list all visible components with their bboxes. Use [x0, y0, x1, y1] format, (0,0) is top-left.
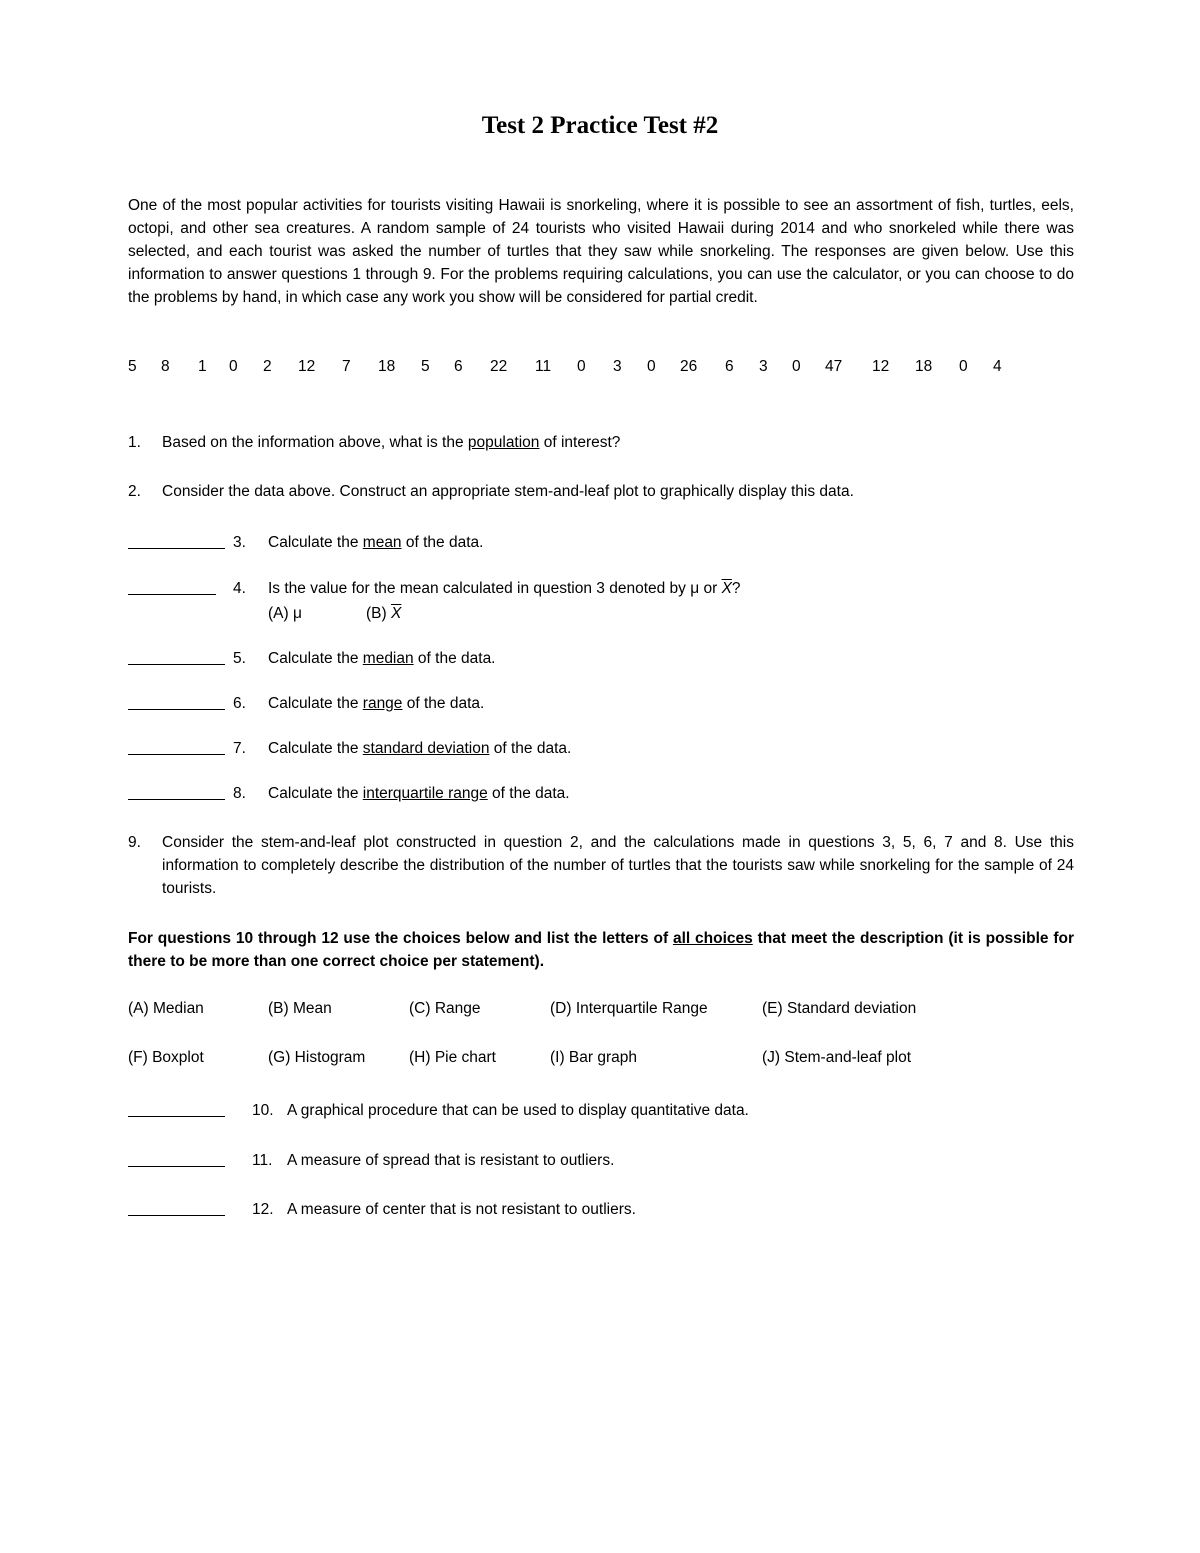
question-number: 8. — [233, 785, 246, 802]
choice-boxplot: (F) Boxplot — [128, 1049, 204, 1066]
answer-blank[interactable] — [128, 799, 225, 800]
option-a: (A) μ — [268, 605, 302, 622]
underlined-term: interquartile range — [362, 785, 488, 802]
x-bar-symbol: $\overline{X}$ — [390, 605, 402, 622]
question-text — [162, 431, 620, 454]
choice-stem-and-leaf-plot: (J) Stem-and-leaf plot — [762, 1049, 912, 1066]
question-text-part: Is the value for the mean calculated in question 3 denoted by μ or — [268, 580, 722, 597]
answer-blank[interactable] — [128, 548, 225, 549]
question-number: 1. — [128, 434, 141, 451]
data-value: 0 — [959, 358, 968, 375]
underlined-term: all choices — [672, 930, 753, 947]
intro-paragraph: One of the most popular activities for tourists visiting Hawaii is snorkeling, where it is possible to see an assortment of fish, turtles, eels, octopi, and other sea creatures. A random sample of 24 tourists who visited Hawaii during 2014 and who snorkeled while there was selected, and each tourist was asked the number of turtles that they saw while snorkeling. The responses are given below. Use this information to answer questions 1 through 9. For the problems requiring calculations, you can use the calculator, or you can choose to do the problems by hand, in which case any work you show will be considered for partial credit. — [128, 197, 1074, 306]
answer-blank[interactable] — [128, 1166, 225, 1167]
option-b-label: (B) — [366, 605, 391, 622]
data-value: 4 — [993, 358, 1002, 375]
question-text-part: of the data. — [413, 650, 496, 667]
data-value: 2 — [263, 358, 272, 375]
answer-blank[interactable] — [128, 709, 225, 710]
question-text-part: Calculate the — [268, 534, 363, 551]
data-value: 5 — [421, 358, 430, 375]
underlined-term: median — [362, 650, 414, 667]
underlined-term: mean — [362, 534, 402, 551]
underlined-term: range — [362, 695, 403, 712]
question-11 — [128, 1149, 1078, 1172]
data-value: 18 — [915, 358, 933, 375]
choices-row-2 — [128, 1049, 1078, 1072]
question-text — [268, 531, 483, 554]
underlined-term: population — [467, 434, 540, 451]
question-text: A graphical procedure that can be used to display quantitative data. — [287, 1102, 749, 1119]
question-text-part: of interest? — [539, 434, 621, 451]
question-1 — [128, 431, 1074, 454]
choice-pie-chart: (H) Pie chart — [409, 1049, 496, 1066]
question-number: 7. — [233, 740, 246, 757]
question-text: Consider the stem-and-leaf plot constructed in question 2, and the calculations made in questions 3, 5, 6, 7 and 8. Use this information to completely describe the distribution of the number of turtles that the tourists saw while snorkeling for the sample of 24 tourists. — [162, 834, 1074, 897]
option-b — [366, 602, 401, 625]
choice-histogram: (G) Histogram — [268, 1049, 366, 1066]
question-text-part: Based on the information above, what is the — [162, 434, 468, 451]
data-value: 1 — [198, 358, 207, 375]
data-value: 12 — [298, 358, 316, 375]
data-value: 3 — [759, 358, 768, 375]
question-text: Consider the data above. Construct an appropriate stem-and-leaf plot to graphically display this data. — [162, 483, 854, 500]
question-text-part: ? — [731, 580, 741, 597]
choice-bar-graph: (I) Bar graph — [550, 1049, 638, 1066]
answer-blank[interactable] — [128, 664, 225, 665]
data-value: 26 — [680, 358, 698, 375]
question-text — [268, 577, 741, 600]
data-value: 0 — [577, 358, 586, 375]
data-value: 22 — [490, 358, 508, 375]
question-2 — [128, 480, 1074, 503]
choice-range: (C) Range — [409, 1000, 481, 1017]
page-title: Test 2 Practice Test #2 — [481, 112, 719, 139]
data-value: 6 — [454, 358, 463, 375]
choice-interquartile-range: (D) Interquartile Range — [550, 1000, 708, 1017]
answer-blank[interactable] — [128, 1215, 225, 1216]
data-value: 0 — [229, 358, 238, 375]
question-text-part: of the data. — [489, 740, 572, 757]
question-12 — [128, 1198, 1078, 1221]
instruction-text-part: that meet the description (it is possible for there to be more than one correct choice per statement). — [128, 930, 1074, 970]
question-number: 10. — [252, 1102, 274, 1119]
question-8 — [128, 782, 1078, 805]
data-value: 0 — [647, 358, 656, 375]
question-text — [268, 647, 496, 670]
question-number: 9. — [128, 834, 141, 851]
question-9 — [128, 831, 1074, 900]
question-number: 2. — [128, 483, 141, 500]
question-number: 11. — [252, 1152, 273, 1169]
question-6 — [128, 692, 1078, 715]
choice-standard-deviation: (E) Standard deviation — [762, 1000, 917, 1017]
underlined-term: standard deviation — [362, 740, 490, 757]
choice-median: (A) Median — [128, 1000, 204, 1017]
instructions-paragraph — [128, 927, 1074, 973]
data-value: 11 — [535, 358, 552, 375]
question-text-part: Calculate the — [268, 785, 363, 802]
question-3 — [128, 531, 1078, 554]
choices-row-1 — [128, 1000, 1078, 1023]
question-text — [268, 737, 571, 760]
answer-blank[interactable] — [128, 1116, 225, 1117]
data-value: 12 — [872, 358, 890, 375]
data-value: 0 — [792, 358, 801, 375]
data-value: 18 — [378, 358, 396, 375]
question-number: 5. — [233, 650, 246, 667]
question-text: A measure of center that is not resistant to outliers. — [287, 1201, 636, 1218]
instruction-text-part: For questions 10 through 12 use the choices below and list the letters of — [128, 930, 673, 947]
question-number: 4. — [233, 580, 246, 597]
data-value: 8 — [161, 358, 170, 375]
data-value: 5 — [128, 358, 137, 375]
question-number: 3. — [233, 534, 246, 551]
data-value: 7 — [342, 358, 351, 375]
data-value: 47 — [825, 358, 843, 375]
question-text-part: Calculate the — [268, 650, 363, 667]
question-text-part: of the data. — [402, 695, 485, 712]
choice-mean: (B) Mean — [268, 1000, 332, 1017]
data-value: 6 — [725, 358, 734, 375]
data-value: 3 — [613, 358, 622, 375]
question-4 — [128, 577, 1078, 625]
x-bar-symbol: $\overline{X}$ — [721, 580, 732, 597]
question-text-part: Calculate the — [268, 695, 363, 712]
question-text-part: Calculate the — [268, 740, 363, 757]
question-text — [268, 782, 570, 805]
question-text: A measure of spread that is resistant to outliers. — [287, 1152, 615, 1169]
question-7 — [128, 737, 1078, 760]
question-10 — [128, 1099, 1078, 1122]
question-number: 6. — [233, 695, 246, 712]
question-text — [268, 692, 484, 715]
question-text-part: of the data. — [487, 785, 570, 802]
question-5 — [128, 647, 1078, 670]
answer-blank[interactable] — [128, 754, 225, 755]
question-number: 12. — [252, 1201, 274, 1218]
question-text-part: of the data. — [401, 534, 484, 551]
answer-blank[interactable] — [128, 594, 216, 595]
